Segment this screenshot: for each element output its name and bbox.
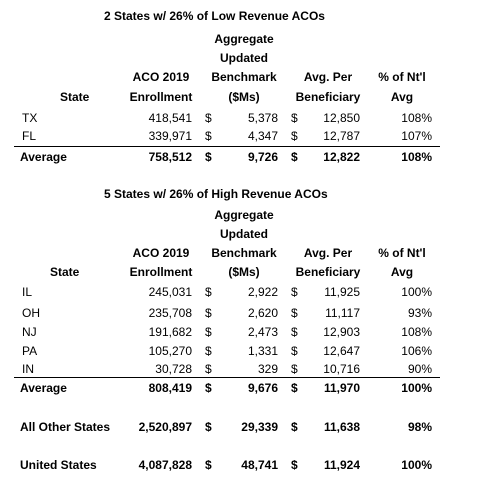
dollar-sign: $ [291, 150, 298, 164]
benchmark-cell: 1,331 [247, 344, 278, 358]
avg-cell: 11,638 [323, 420, 360, 434]
low-title: 2 States w/ 26% of Low Revenue ACOs [104, 9, 325, 23]
avg-cell: 12,787 [323, 129, 360, 143]
enrollment-cell: 30,728 [155, 362, 192, 376]
low-divider [14, 146, 440, 147]
enrollment-cell: 339,971 [148, 129, 192, 143]
avg-cell: 12,822 [323, 150, 360, 164]
dollar-sign: $ [291, 325, 298, 339]
enrollment-cell: 4,087,828 [138, 458, 192, 472]
avg-cell: 12,903 [323, 325, 360, 339]
avg-cell: 11,117 [325, 306, 360, 320]
dollar-sign: $ [291, 458, 298, 472]
benchmark-cell: 48,741 [241, 458, 278, 472]
high-divider [14, 377, 440, 378]
low-header-state: State [60, 90, 90, 104]
dollar-sign: $ [205, 362, 212, 376]
low-header-enroll-line2: Enrollment [129, 90, 193, 104]
dollar-sign: $ [205, 111, 212, 125]
high-header-enroll-line2: Enrollment [129, 265, 193, 279]
enrollment-cell: 808,419 [148, 381, 192, 395]
enrollment-cell: 191,682 [148, 325, 192, 339]
dollar-sign: $ [291, 420, 298, 434]
total-label: Average [20, 381, 67, 395]
low-header-pct-line1: % of Nt'l [378, 70, 426, 84]
dollar-sign: $ [205, 325, 212, 339]
benchmark-cell: 9,726 [247, 150, 278, 164]
benchmark-cell: 329 [257, 362, 278, 376]
benchmark-cell: 5,378 [247, 111, 278, 125]
high-title: 5 States w/ 26% of High Revenue ACOs [104, 187, 328, 201]
avg-cell: 11,924 [323, 458, 360, 472]
avg-cell: 12,850 [323, 111, 360, 125]
low-header-bench-line3: Benchmark [211, 70, 277, 84]
pct-cell: 107% [401, 129, 432, 143]
low-header-avg-line1: Avg. Per [303, 70, 353, 84]
dollar-sign: $ [205, 420, 212, 434]
benchmark-cell: 2,620 [247, 306, 278, 320]
high-header-bench-line4: ($Ms) [228, 265, 260, 279]
pct-cell: 108% [401, 111, 432, 125]
pct-cell: 90% [407, 362, 432, 376]
avg-cell: 12,647 [323, 344, 360, 358]
total-label: All Other States [20, 420, 111, 434]
dollar-sign: $ [291, 362, 298, 376]
high-header-pct-line1: % of Nt'l [378, 246, 426, 260]
enrollment-cell: 245,031 [148, 285, 192, 299]
dollar-sign: $ [205, 458, 212, 472]
state-cell: PA [22, 344, 38, 358]
low-header-enroll-line1: ACO 2019 [132, 70, 190, 84]
total-label: United States [20, 458, 97, 472]
pct-cell: 98% [407, 420, 432, 434]
avg-cell: 11,970 [323, 381, 360, 395]
enrollment-cell: 758,512 [148, 150, 192, 164]
pct-cell: 108% [401, 325, 432, 339]
dollar-sign: $ [291, 111, 298, 125]
state-cell: IL [22, 285, 33, 299]
state-cell: IN [22, 362, 34, 376]
enrollment-cell: 418,541 [148, 111, 192, 125]
benchmark-cell: 9,676 [247, 381, 278, 395]
benchmark-cell: 2,922 [247, 285, 278, 299]
dollar-sign: $ [291, 344, 298, 358]
total-label: Average [20, 150, 67, 164]
high-header-enroll-line1: ACO 2019 [132, 246, 190, 260]
state-cell: TX [22, 111, 38, 125]
enrollment-cell: 105,270 [148, 344, 192, 358]
state-cell: FL [22, 129, 37, 143]
state-cell: OH [22, 306, 40, 320]
dollar-sign: $ [291, 129, 298, 143]
pct-cell: 100% [401, 458, 432, 472]
benchmark-cell: 29,339 [241, 420, 278, 434]
dollar-sign: $ [205, 381, 212, 395]
benchmark-cell: 4,347 [247, 129, 278, 143]
low-header-bench-line2: Updated [220, 51, 268, 65]
dollar-sign: $ [205, 285, 212, 299]
high-header-avg-line2: Beneficiary [295, 265, 361, 279]
enrollment-cell: 235,708 [148, 306, 192, 320]
pct-cell: 108% [401, 150, 432, 164]
dollar-sign: $ [205, 150, 212, 164]
dollar-sign: $ [291, 306, 298, 320]
low-header-avg-line2: Beneficiary [295, 90, 361, 104]
avg-cell: 11,925 [324, 285, 360, 299]
avg-cell: 10,716 [323, 362, 360, 376]
pct-cell: 106% [401, 344, 432, 358]
pct-cell: 93% [407, 306, 432, 320]
high-header-avg-line1: Avg. Per [303, 246, 353, 260]
dollar-sign: $ [291, 381, 298, 395]
low-header-bench-line4: ($Ms) [228, 90, 260, 104]
state-cell: NJ [22, 325, 37, 339]
high-header-state: State [50, 265, 80, 279]
low-header-pct-line2: Avg [390, 90, 414, 104]
high-header-bench-line1: Aggregate [214, 208, 274, 222]
high-header-bench-line3: Benchmark [211, 246, 277, 260]
benchmark-cell: 2,473 [247, 325, 278, 339]
pct-cell: 100% [401, 381, 432, 395]
high-header-bench-line2: Updated [220, 227, 268, 241]
enrollment-cell: 2,520,897 [138, 420, 192, 434]
pct-cell: 100% [401, 285, 432, 299]
dollar-sign: $ [205, 344, 212, 358]
dollar-sign: $ [291, 285, 298, 299]
dollar-sign: $ [205, 129, 212, 143]
low-header-bench-line1: Aggregate [214, 32, 274, 46]
dollar-sign: $ [205, 306, 212, 320]
high-header-pct-line2: Avg [390, 265, 414, 279]
